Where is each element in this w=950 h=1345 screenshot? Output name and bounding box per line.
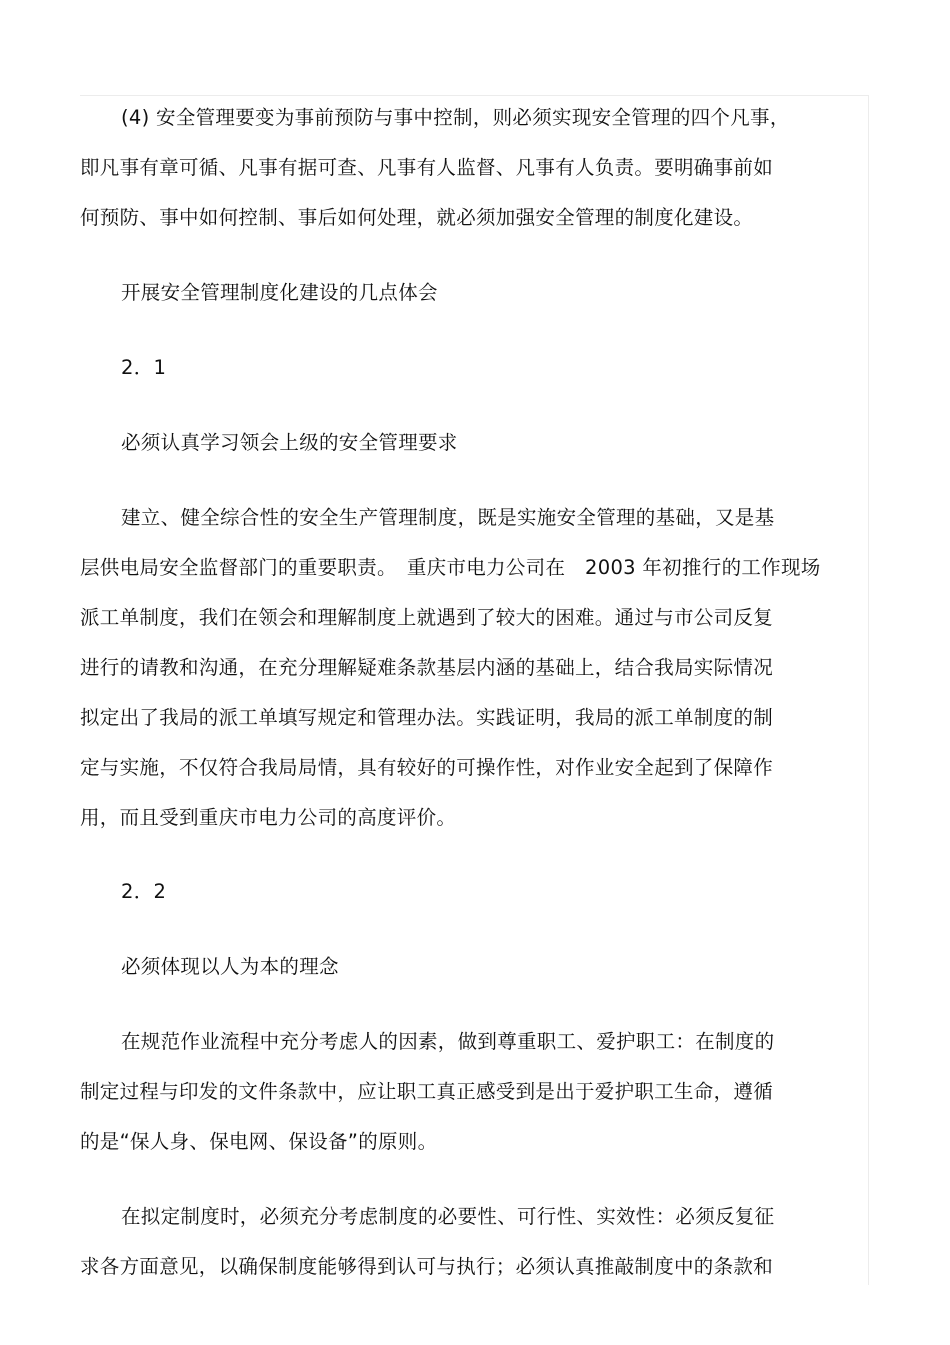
paragraph-1-line-3: 何预防、事中如何控制、事后如何处理，就必须加强安全管理的制度化建设。 xyxy=(80,206,754,229)
paragraph-2-line-4: 进行的请教和沟通，在充分理解疑难条款基层内涵的基础上，结合我局实际情况 xyxy=(80,656,774,679)
paragraph-2-line-6: 定与实施，不仅符合我局局情，具有较好的可操作性，对作业安全起到了保障作 xyxy=(80,756,774,779)
paragraph-3-line-1: 在规范作业流程中充分考虑人的因素，做到尊重职工、爱护职工：在制度的 xyxy=(121,1030,775,1053)
paragraph-2-line-2: 层供电局安全监督部门的重要职责。 重庆市电力公司在 2003 年初推行的工作现场 xyxy=(80,556,821,579)
paragraph-1-line-2: 即凡事有章可循、凡事有据可查、凡事有人监督、凡事有人负责。要明确事前如 xyxy=(80,156,774,179)
section-number-2-1: 2．1 xyxy=(121,356,167,379)
section-title-2-2: 必须体现以人为本的理念 xyxy=(121,955,339,978)
paragraph-2-line-3: 派工单制度，我们在领会和理解制度上就遇到了较大的困难。通过与市公司反复 xyxy=(80,606,774,629)
section-heading: 开展安全管理制度化建设的几点体会 xyxy=(121,281,438,304)
paragraph-4-line-1: 在拟定制度时，必须充分考虑制度的必要性、可行性、实效性：必须反复征 xyxy=(121,1205,775,1228)
paragraph-3-line-3: 的是“保人身、保电网、保设备”的原则。 xyxy=(80,1130,438,1153)
section-number-2-2: 2．2 xyxy=(121,880,167,903)
paragraph-3-line-2: 制定过程与印发的文件条款中，应让职工真正感受到是出于爱护职工生命，遵循 xyxy=(80,1080,774,1103)
paragraph-2-line-1: 建立、健全综合性的安全生产管理制度，既是实施安全管理的基础，又是基 xyxy=(121,506,775,529)
section-title-2-1: 必须认真学习领会上级的安全管理要求 xyxy=(121,431,458,454)
page-frame xyxy=(80,95,869,1285)
paragraph-2-line-5: 拟定出了我局的派工单填写规定和管理办法。实践证明，我局的派工单制度的制 xyxy=(80,706,774,729)
paragraph-4-line-2: 求各方面意见，以确保制度能够得到认可与执行；必须认真推敲制度中的条款和 xyxy=(80,1255,774,1278)
paragraph-1-line-1: (4) 安全管理要变为事前预防与事中控制，则必须实现安全管理的四个凡事， xyxy=(121,106,790,129)
paragraph-2-line-7: 用，而且受到重庆市电力公司的高度评价。 xyxy=(80,806,457,829)
